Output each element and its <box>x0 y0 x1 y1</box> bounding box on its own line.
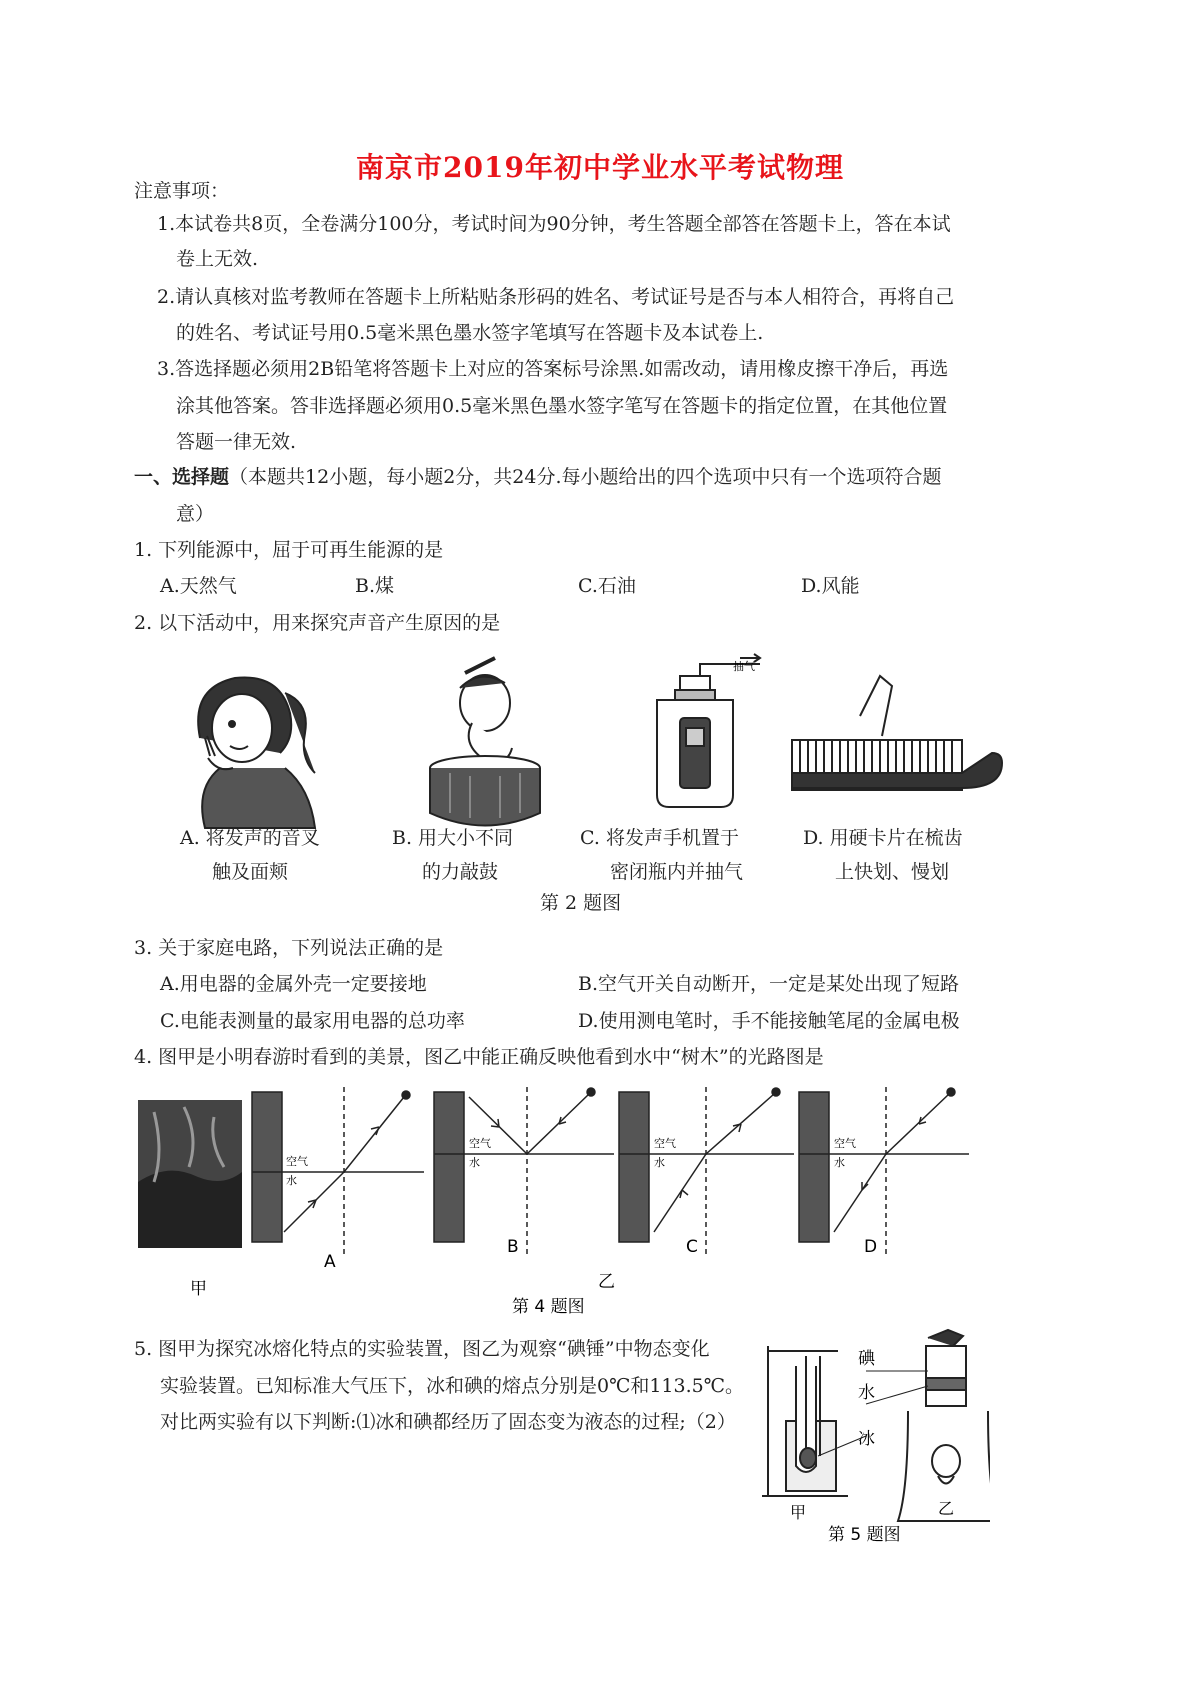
landscape-photo <box>138 1100 242 1248</box>
question-2-stem: 2. 以下活动中，用来探究声音产生原因的是 <box>134 612 501 634</box>
diagram-label-c: C <box>686 1237 698 1257</box>
section-description-continued: 意） <box>176 503 215 525</box>
q5-apparatus <box>758 1326 990 1546</box>
question-3-stem: 3. 关于家庭电路，下列说法正确的是 <box>134 937 444 959</box>
q2-caption-b <box>392 821 513 889</box>
question-5-line-1: 5. 图甲为探究冰熔化特点的实验装置，图乙为观察“碘锤”中物态变化 <box>134 1338 710 1360</box>
notice-item-number: 3. <box>157 358 176 380</box>
air-label-c: 空气 <box>654 1137 676 1150</box>
water-label: 水 <box>858 1383 875 1403</box>
q5-figure-caption: 第 5 题图 <box>828 1525 901 1545</box>
ice-label: 冰 <box>858 1429 875 1449</box>
notice-item-1 <box>157 211 951 237</box>
notice-item-3 <box>157 356 948 382</box>
q1-option-d: D.风能 <box>801 575 860 597</box>
q2-caption-b-line2: 的力敲鼓 <box>422 861 499 883</box>
figure-label-jia: 甲 <box>790 1503 807 1522</box>
air-label-a: 空气 <box>286 1155 308 1168</box>
diagram-label-a: A <box>324 1252 336 1272</box>
q2-caption-d-line2: 上快划、慢划 <box>835 861 950 883</box>
figure-label-yi: 乙 <box>938 1499 955 1518</box>
diagram-a <box>252 1087 424 1257</box>
notice-item-1-continued: 卷上无效. <box>176 248 259 270</box>
diagram-label-b: B <box>507 1237 519 1257</box>
pump-label: 抽气 <box>733 660 755 673</box>
q3-option-c: C.电能表测量的最家用电器的总功率 <box>160 1010 465 1032</box>
air-label-d: 空气 <box>834 1137 856 1150</box>
notice-item-2-continued: 的姓名、考试证号用0.5毫米黑色墨水签字笔填写在答题卡及本试卷上. <box>176 322 764 344</box>
notice-item-number: 2. <box>157 286 176 308</box>
notice-heading: 注意事项： <box>134 180 230 202</box>
question-1-stem: 1. 下列能源中，屈于可再生能源的是 <box>134 539 444 561</box>
q2-caption-d-line1: D. 用硬卡片在梳齿 <box>803 827 963 849</box>
notice-item-text: 请认真核对监考教师在答题卡上所粘贴条形码的姓名、考试证号是否与本人相符合，再将自己 <box>175 286 955 308</box>
iodine-hammer-apparatus <box>898 1330 990 1521</box>
notice-item-3-continued: 涂其他答案。答非选择题必须用0.5毫米黑色墨水签字笔写在答题卡的指定位置，在其他位置 <box>176 395 948 417</box>
q2-caption-c-line1: C. 将发声手机置于 <box>580 827 739 849</box>
q2-caption-a-line2: 触及面颊 <box>212 861 289 883</box>
notice-item-3-continued-2: 答题一律无效. <box>176 431 297 453</box>
q3-option-d: D.使用测电笔时，手不能接触笔尾的金属电极 <box>578 1010 960 1032</box>
diagram-b <box>434 1087 614 1257</box>
figure-label-jia: 甲 <box>190 1279 207 1299</box>
question-5-line-2: 实验装置。已知标准大气压下，冰和碘的熔点分别是0℃和113.5℃。 <box>160 1375 744 1397</box>
question-5-line-3: 对比两实验有以下判断:⑴冰和碘都经历了固态变为液态的过程;（2） <box>160 1411 736 1433</box>
ice-melting-apparatus <box>762 1346 848 1496</box>
diagram-d <box>799 1087 969 1257</box>
notice-item-text: 本试卷共8页，全卷满分100分，考试时间为90分钟，考生答题全部答在答题卡上，答在本试 <box>175 213 951 235</box>
section-heading <box>134 464 942 490</box>
question-4-stem: 4. 图甲是小明春游时看到的美景，图乙中能正确反映他看到水中“树木”的光路图是 <box>134 1046 824 1068</box>
girl-tuning-fork-illustration <box>198 677 315 828</box>
comb-card-illustration <box>792 676 1002 790</box>
water-label-c: 水 <box>654 1156 665 1169</box>
q3-option-b: B.空气开关自动断开，一定是某处出现了短路 <box>578 973 960 995</box>
q2-illustrations <box>160 648 1010 838</box>
section-description: （本题共12小题，每小题2分，共24分.每小题给出的四个选项中只有一个选项符合题 <box>229 466 942 488</box>
q2-figure-caption: 第 2 题图 <box>540 892 622 914</box>
q2-caption-a <box>180 821 320 889</box>
q4-figure-caption: 第 4 题图 <box>512 1297 585 1317</box>
notice-item-number: 1. <box>157 213 176 235</box>
q1-option-a: A.天然气 <box>160 575 237 597</box>
q1-option-b: B.煤 <box>355 575 395 597</box>
question-4-figure <box>134 1082 974 1322</box>
iodine-label: 碘 <box>858 1349 875 1369</box>
diagram-label-d: D <box>864 1237 878 1257</box>
figure-label-yi: 乙 <box>598 1272 615 1292</box>
notice-item-text: 答选择题必须用2B铅笔将答题卡上对应的答案标号涂黑.如需改动，请用橡皮擦干净后，再选 <box>175 358 949 380</box>
q2-caption-d <box>803 821 963 889</box>
phone-in-jar-illustration <box>657 654 760 807</box>
q2-caption-c-line2: 密闭瓶内并抽气 <box>610 861 744 883</box>
question-5-figure <box>758 1326 990 1546</box>
notice-item-2 <box>157 284 954 310</box>
water-label-b: 水 <box>469 1156 480 1169</box>
page-title: 南京市2019年初中学业水平考试物理 <box>356 151 844 184</box>
water-label-a: 水 <box>286 1174 297 1187</box>
q2-caption-b-line1: B. 用大小不同 <box>392 827 514 849</box>
water-label-d: 水 <box>834 1156 845 1169</box>
q1-option-c: C.石油 <box>578 575 636 597</box>
q4-light-path-diagrams <box>134 1082 974 1322</box>
q2-caption-a-line1: A. 将发声的音叉 <box>180 827 320 849</box>
section-label: 一、选择题 <box>134 466 230 488</box>
diagram-c <box>619 1087 794 1257</box>
air-label-b: 空气 <box>469 1137 491 1150</box>
question-2-figure <box>160 648 1010 916</box>
q3-option-a: A.用电器的金属外壳一定要接地 <box>160 973 427 995</box>
q2-caption-c <box>580 821 743 889</box>
boy-drum-illustration <box>430 658 540 826</box>
